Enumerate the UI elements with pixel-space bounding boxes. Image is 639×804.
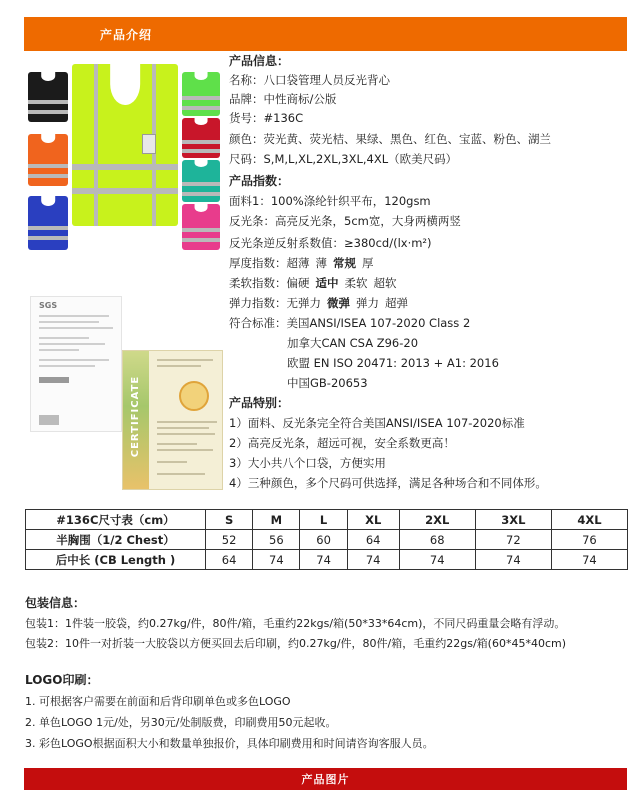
product-sizes: 尺码：S,M,L,XL,2XL,3XL,4XL（欧美尺码） [229,152,458,166]
standard-canada: 加拿大CAN CSA Z96-20 [287,336,419,350]
packaging-line-1: 包装1：1件装一胶袋，约0.27kg/件，80件/箱，毛重约22kgs/箱(50*33*64cm)，不同尺码重量会略有浮动。 [25,617,566,630]
size-col-header: XL [347,510,399,530]
softness-index: 柔软指数：偏硬 适中 柔软 超软 [229,276,397,290]
vest-orange-image [28,134,68,186]
certificate-image [122,350,223,490]
sgs-logo: SGS [39,301,58,310]
size-col-header: L [300,510,347,530]
table-cell: 64 [206,550,253,570]
size-table-title: #136C尺寸表（cm） [26,510,206,530]
table-cell: 74 [253,550,300,570]
table-cell: 56 [253,530,300,550]
size-col-header: 3XL [475,510,551,530]
table-cell: 74 [475,550,551,570]
product-colors: 颜色：荧光黄、荧光桔、果绿、黑色、红色、宝蓝、粉色、湖兰 [229,132,551,146]
table-cell: 52 [206,530,253,550]
feature-item: 3）大小共八个口袋，方便实用 [229,456,386,470]
feature-item: 2）高亮反光条，超远可视，安全系数更高！ [229,436,455,450]
table-cell: 76 [551,530,627,550]
size-table [25,509,628,570]
size-table-header-row [26,510,628,530]
certificate-word: CERTIFICATE [130,375,142,458]
product-info-heading: 产品信息： [229,54,290,68]
sgs-test-report-image [30,296,122,432]
table-cell: 74 [399,550,475,570]
vest-teal-image [182,160,220,202]
size-col-header: S [206,510,253,530]
table-row [26,530,628,550]
table-cell: 72 [475,530,551,550]
row-label-length: 后中长 (CB Length ) [26,550,206,570]
vest-black-image [28,72,68,122]
features-heading: 产品特别： [229,396,290,410]
elasticity-option: 无弹力 [286,296,321,310]
table-cell: 60 [300,530,347,550]
size-col-header: 4XL [551,510,627,530]
table-row [26,550,628,570]
table-cell: 74 [551,550,627,570]
thickness-option: 常规 [333,256,356,270]
elasticity-option: 微弹 [327,296,350,310]
size-col-header: 2XL [399,510,475,530]
retro-reflection-spec: 反光条逆反射系数值：≥380cd/(lx·m²) [229,236,432,250]
product-index-heading: 产品指数： [229,174,290,188]
banner-title: 产品图片 [301,773,350,786]
logo-print-line-1: 1. 可根据客户需要在前面和后背印刷单色或多色LOGO [25,695,291,708]
reflective-spec: 反光条：高亮反光条，5cm宽，大身两横两竖 [229,214,461,228]
size-col-header: M [253,510,300,530]
logo-print-line-2: 2. 单色LOGO 1元/处，另30元/处制版费，印刷费用50元起收。 [25,716,337,729]
logo-print-line-3: 3. 彩色LOGO根据面积大小和数量单独报价，具体印刷费用和时间请咨询客服人员。 [25,737,434,750]
section-banner-product-intro [24,17,627,51]
elasticity-index: 弹力指数：无弹力 微弹 弹力 超弹 [229,296,408,310]
softness-option: 柔软 [344,276,368,290]
logo-print-heading: LOGO印刷： [25,673,99,687]
product-name: 名称：八口袋管理人员反光背心 [229,73,390,87]
standard-eu: 欧盟 EN ISO 20471: 2013 + A1: 2016 [287,356,499,370]
table-cell: 74 [300,550,347,570]
vest-blue-image [28,196,68,250]
softness-option: 适中 [315,276,339,290]
softness-option: 偏硬 [286,276,310,290]
product-image-collage [26,64,224,254]
fabric-spec: 面料1：100%涤纶针织平布，120gsm [229,194,431,208]
vest-red-image [182,118,220,158]
thickness-option: 厚 [362,256,374,270]
thickness-index: 厚度指数：超薄 薄 常规 厚 [229,256,374,270]
packaging-line-2: 包装2：10件一对折装一大胶袋以方便买回去后印刷，约0.27kg/件，80件/箱，毛重约22gs/箱(60*45*40cm) [25,637,567,650]
row-label-chest: 半胸围（1/2 Chest） [26,530,206,550]
section-banner-product-images [24,768,627,790]
feature-item: 1）面料、反光条完全符合美国ANSI/ISEA 107-2020标准 [229,416,525,430]
elasticity-option: 弹力 [356,296,379,310]
standard-usa: 符合标准：美国ANSI/ISEA 107-2020 Class 2 [229,316,471,330]
packaging-heading: 包装信息： [25,596,86,610]
softness-option: 超软 [373,276,397,290]
table-cell: 64 [347,530,399,550]
vest-pink-image [182,204,220,250]
standard-china: 中国GB-20653 [287,376,368,390]
thickness-option: 薄 [315,256,327,270]
vest-yellow-main-image [72,64,178,226]
table-cell: 68 [399,530,475,550]
vest-green-image [182,72,220,116]
banner-title: 产品介绍 [100,28,153,42]
product-brand: 品牌：中性商标/公版 [229,92,337,106]
feature-item: 4）三种颜色，多个尺码可供选择，满足各种场合和不同体形。 [229,476,547,490]
product-item-no: 货号：#136C [229,111,304,125]
thickness-option: 超薄 [286,256,310,270]
elasticity-option: 超弹 [385,296,408,310]
table-cell: 74 [347,550,399,570]
